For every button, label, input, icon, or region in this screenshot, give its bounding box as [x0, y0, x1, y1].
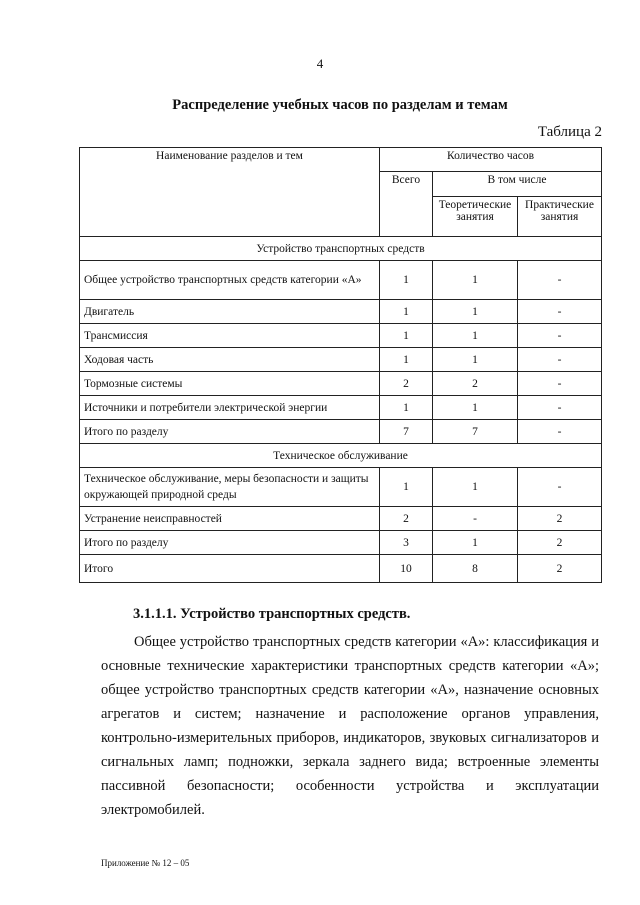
row-total: 1: [380, 468, 433, 507]
table-row: [80, 372, 602, 396]
row-theory: 1: [433, 468, 518, 507]
row-total: 1: [380, 300, 433, 324]
row-total: 10: [380, 555, 433, 583]
header-total: Всего: [380, 172, 433, 237]
row-total: 7: [380, 420, 433, 444]
row-practice: -: [518, 300, 602, 324]
header-including: В том числе: [433, 172, 602, 197]
page-title: Распределение учебных часов по разделам и темам: [172, 97, 508, 113]
table-row: [80, 468, 602, 507]
header-hours: Количество часов: [380, 148, 602, 172]
header-name-col: Наименование разделов и тем: [80, 148, 380, 237]
row-practice: 2: [518, 531, 602, 555]
table-row: [80, 396, 602, 420]
hours-table: [79, 147, 602, 583]
subsection-title: 3.1.1.1. Устройство транспортных средств.: [133, 606, 411, 622]
header-practice: Практические занятия: [518, 197, 602, 237]
row-total: 1: [380, 348, 433, 372]
row-practice: -: [518, 396, 602, 420]
table-row: [80, 348, 602, 372]
row-name: Итого: [80, 555, 380, 583]
row-total: 2: [380, 372, 433, 396]
body-paragraph: Общее устройство транспортных средств категории «А»: классификация и основные технические характеристики транспортных средств категории «А»; общее устройство транспортных средств категории «А», назначение основных агрегатов и систем; назначение и расположение органов управления, контрольно-измерительных приборов, индикаторов, звуковых сигнализаторов и сигнальных ламп; подножки, зеркала заднего вида; встроенные элементы пассивной безопасности; особенности устройства и эксплуатации электромобилей.: [101, 634, 599, 818]
row-theory: 1: [433, 300, 518, 324]
row-name: Техническое обслуживание, меры безопасности и защиты окружающей природной среды: [80, 468, 380, 507]
row-total: 2: [380, 507, 433, 531]
row-name: Общее устройство транспортных средств категории «А»: [80, 261, 380, 300]
row-practice: -: [518, 348, 602, 372]
row-practice: -: [518, 468, 602, 507]
table-row: [80, 300, 602, 324]
row-total: 1: [380, 396, 433, 420]
row-practice: 2: [518, 555, 602, 583]
row-theory: 1: [433, 324, 518, 348]
table-row: [80, 420, 602, 444]
row-name: Источники и потребители электрической энергии: [80, 396, 380, 420]
row-practice: -: [518, 420, 602, 444]
row-theory: 1: [433, 348, 518, 372]
footer-note: Приложение № 12 – 05: [101, 858, 190, 868]
row-practice: -: [518, 324, 602, 348]
row-practice: -: [518, 372, 602, 396]
row-name: Итого по разделу: [80, 420, 380, 444]
row-theory: 8: [433, 555, 518, 583]
row-theory: 1: [433, 531, 518, 555]
table-row: [80, 555, 602, 583]
row-practice: 2: [518, 507, 602, 531]
row-theory: -: [433, 507, 518, 531]
row-name: Ходовая часть: [80, 348, 380, 372]
row-name: Итого по разделу: [80, 531, 380, 555]
row-total: 1: [380, 324, 433, 348]
section-heading: Техническое обслуживание: [80, 444, 602, 468]
table-row: [80, 531, 602, 555]
table-row: [80, 324, 602, 348]
row-theory: 1: [433, 396, 518, 420]
row-practice: -: [518, 261, 602, 300]
section-heading: Устройство транспортных средств: [80, 237, 602, 261]
table-label: Таблица 2: [537, 124, 602, 140]
row-theory: 2: [433, 372, 518, 396]
row-theory: 7: [433, 420, 518, 444]
row-name: Двигатель: [80, 300, 380, 324]
table-row: [80, 507, 602, 531]
page-number: 4: [316, 56, 324, 71]
row-name: Трансмиссия: [80, 324, 380, 348]
row-total: 3: [380, 531, 433, 555]
row-name: Тормозные системы: [80, 372, 380, 396]
row-name: Устранение неисправностей: [80, 507, 380, 531]
header-theory: Теоретические занятия: [433, 197, 518, 237]
row-theory: 1: [433, 261, 518, 300]
row-total: 1: [380, 261, 433, 300]
table-row: [80, 261, 602, 300]
